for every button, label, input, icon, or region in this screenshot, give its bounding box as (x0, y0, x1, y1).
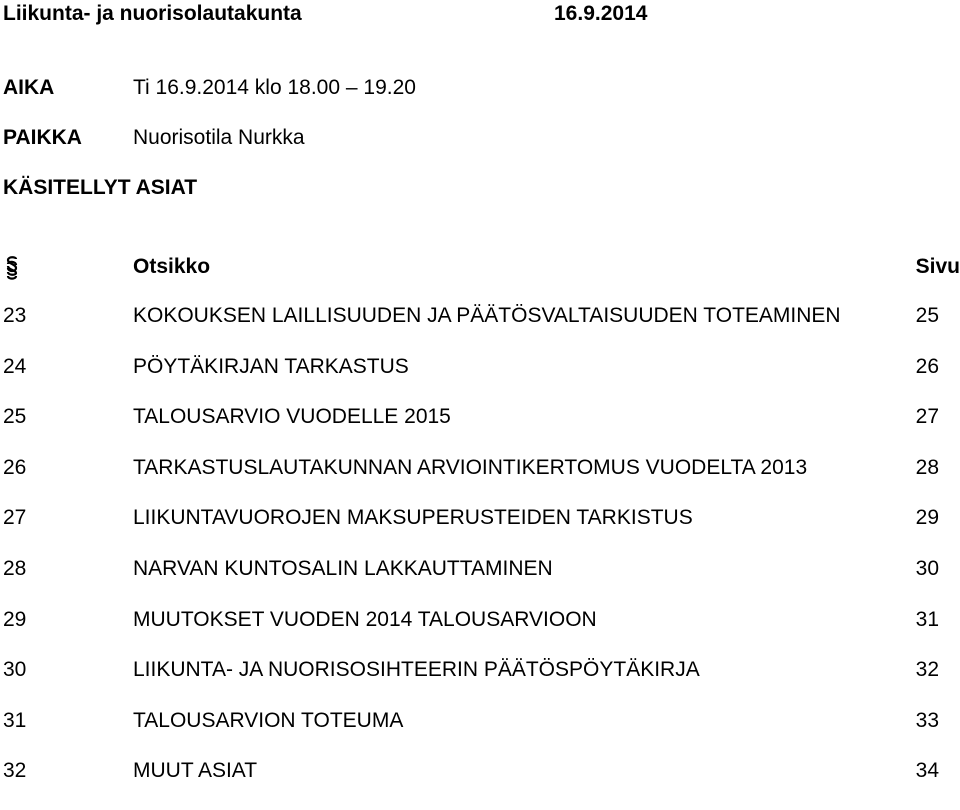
item-page: 29 (915, 506, 939, 530)
toc-header (0, 255, 960, 281)
item-page: 30 (915, 556, 939, 580)
item-title: TARKASTUSLAUTAKUNNAN ARVIOINTIKERTOMUS VUODELTA 2013 (133, 455, 808, 479)
item-number: 23 (3, 304, 27, 327)
toc-item (0, 304, 960, 355)
time-label: AIKA (3, 76, 55, 99)
item-number: 26 (3, 455, 27, 479)
committee-name: Liikunta- ja nuorisolautakunta (3, 2, 302, 25)
toc-item (0, 759, 960, 810)
document-header (3, 2, 648, 26)
item-title: TALOUSARVION TOTEUMA (133, 708, 404, 732)
toc-item (0, 608, 960, 659)
item-title: KOKOUKSEN LAILLISUUDEN JA PÄÄTÖSVALTAISUUDEN TOTEAMINEN (133, 304, 841, 327)
item-number: 24 (3, 354, 27, 378)
toc-item (0, 709, 960, 760)
item-page: 28 (915, 455, 939, 479)
item-number: 29 (3, 607, 27, 631)
item-number: 25 (3, 405, 27, 429)
item-title: MUUT ASIAT (133, 759, 258, 783)
item-page: 25 (915, 304, 939, 327)
item-title: LIIKUNTAVUOROJEN MAKSUPERUSTEIDEN TARKISTUS (133, 506, 693, 530)
page-column-header: Sivu (915, 255, 960, 278)
item-page: 33 (915, 708, 939, 732)
toc-item (0, 658, 960, 709)
toc-item (0, 506, 960, 557)
place-label: PAIKKA (3, 126, 82, 149)
title-column-header: Otsikko (133, 255, 211, 278)
place-value: Nuorisotila Nurkka (133, 126, 305, 149)
toc-item (0, 355, 960, 406)
item-title: MUUTOKSET VUODEN 2014 TALOUSARVIOON (133, 607, 597, 631)
item-number: 28 (3, 556, 27, 580)
item-page: 26 (915, 354, 939, 378)
section-symbol (5, 255, 19, 281)
item-number: 31 (3, 708, 27, 732)
section-sign-icon (5, 255, 19, 281)
item-number: 30 (3, 658, 27, 682)
item-page: 31 (915, 607, 939, 631)
toc-list (0, 304, 960, 810)
section-title: KÄSITELLYT ASIAT (3, 176, 198, 199)
toc-item (0, 405, 960, 456)
time-value: Ti 16.9.2014 klo 18.00 – 19.20 (133, 76, 416, 99)
item-title: TALOUSARVIO VUODELLE 2015 (133, 405, 451, 429)
item-number: 27 (3, 506, 27, 530)
toc-item (0, 456, 960, 507)
item-page: 32 (915, 658, 939, 682)
header-date: 16.9.2014 (554, 2, 648, 25)
item-title: LIIKUNTA- JA NUORISOSIHTEERIN PÄÄTÖSPÖYTÄKIRJA (133, 658, 700, 682)
item-page: 27 (915, 405, 939, 429)
item-title: PÖYTÄKIRJAN TARKASTUS (133, 354, 409, 378)
item-page: 34 (915, 759, 939, 783)
item-number: 32 (3, 759, 27, 783)
item-title: NARVAN KUNTOSALIN LAKKAUTTAMINEN (133, 556, 553, 580)
toc-item (0, 557, 960, 608)
